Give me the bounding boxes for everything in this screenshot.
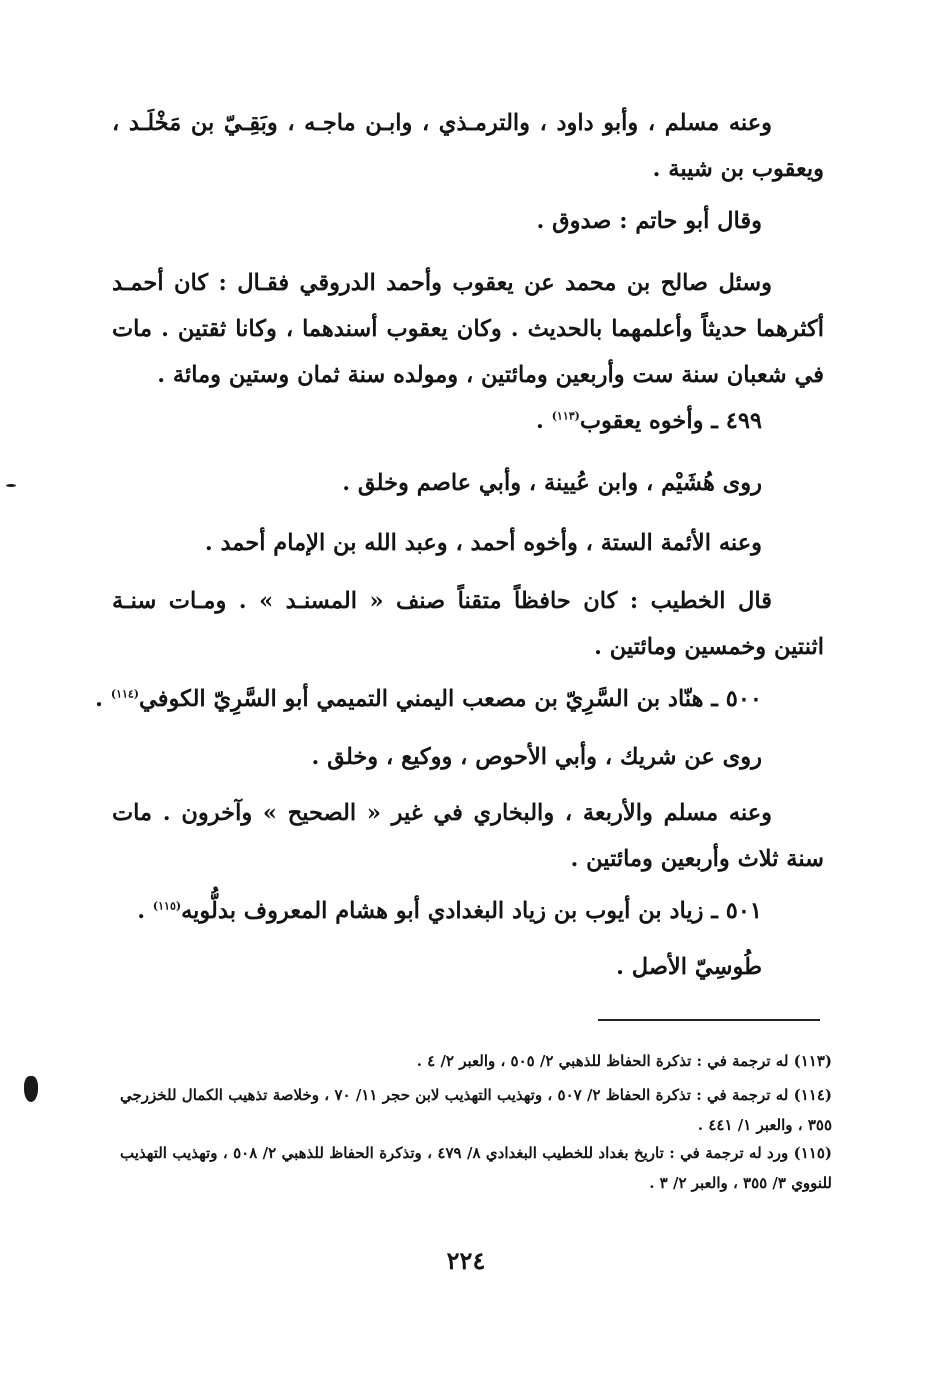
paragraph-narrators-from	[112, 100, 824, 192]
paragraph-text: وعنه مسلم والأربعة ، والبخاري في غير « الصحيح » وآخرون . مات سنة ثلاث وأربعين ومائتين .	[112, 800, 824, 872]
scan-speck	[24, 1076, 38, 1102]
entry-number: ٥٠٠ ـ	[711, 686, 762, 712]
entry-end: .	[137, 898, 153, 924]
entry-title: هنّاد بن السَّرِيّ بن مصعب اليمني التميمي أبو السَّرِيّ الكوفي	[139, 686, 704, 712]
footnote-ref-114: (١١٤)	[110, 687, 140, 701]
entry-title: زياد بن أيوب بن زياد البغدادي أبو هشام المعروف بدلُّويه	[181, 898, 704, 924]
paragraph-text: وسئل صالح بن محمد عن يعقوب وأحمد الدروقي فقـال : كان أحمـد أكثرهما حديثاً وأعلمهما بالحديث . وكان يعقوب أسندهما ، وكانا ثقتين . مات في شعبان سنة ست وأربعين ومائتين ، ومولده سنة ثمان وستين ومائة .	[112, 270, 824, 388]
entry-end: .	[95, 686, 111, 712]
footnote-ref-115: (١١٥)	[152, 899, 182, 913]
footnote-115: (١١٥) ورد له ترجمة في : تاريخ بغداد للخطيب البغدادي ٨/ ٤٧٩ ، وتذكرة الحفاظ للذهبي ٢/ ٥٠٨ ، وتهذيب التهذيب للنووي ٣/ ٣٥٥ ، والعبر ٢/ ٣ .	[120, 1144, 832, 1192]
entry-number: ٤٩٩ ـ	[711, 408, 762, 434]
entry-501-heading	[137, 888, 762, 934]
footnote-separator	[598, 1019, 820, 1021]
paragraph-tusi: طُوسِيّ الأصل .	[616, 954, 762, 980]
entry-number: ٥٠١ ـ	[711, 898, 762, 924]
entry-500-heading	[95, 676, 762, 722]
paragraph-muslim-arbaa	[112, 790, 824, 882]
scan-speck	[6, 484, 16, 487]
entry-end: .	[536, 408, 552, 434]
footnote-113: (١١٣) له ترجمة في : تذكرة الحفاظ للذهبي ٢/ ٥٠٥ ، والعبر ٢/ ٤ .	[416, 1052, 832, 1070]
paragraph-sharik: روى عن شريك ، وأبي الأحوص ، ووكيع ، وخلق .	[311, 744, 762, 770]
paragraph-salih-question	[112, 260, 824, 398]
paragraph-text: قال الخطيب : كان حافظاً متقناً صنف « المسنـد » . ومـات سنـة اثنتين وخمسين ومائتين .	[112, 588, 824, 660]
paragraph-imams: وعنه الأئمة الستة ، وأخوه أحمد ، وعبد الله بن الإمام أحمد .	[204, 530, 762, 556]
paragraph-text: وعنه مسلم ، وأبو داود ، والترمـذي ، وابـن ماجـه ، وبَقِـيّ بن مَخْلَـد ، ويعقوب بن شيبة .	[112, 110, 824, 182]
paragraph-abu-hatim: وقال أبو حاتم : صدوق .	[536, 208, 762, 234]
footnote-ref-113: (١١٣)	[551, 409, 580, 423]
paragraph-narrated-from: روى هُشَيْم ، وابن عُيينة ، وأبي عاصم وخلق .	[342, 470, 762, 496]
page-number: ٢٢٤	[446, 1246, 486, 1275]
footnote-114: (١١٤) له ترجمة في : تذكرة الحفاظ ٢/ ٥٠٧ ، وتهذيب التهذيب لابن حجر ١١/ ٧٠ ، وخلاصة تذهيب الكمال للخزرجي ٣٥٥ ، والعبر ١/ ٤٤١ .	[120, 1086, 833, 1134]
entry-title: وأخوه يعقوب	[579, 408, 704, 434]
entry-499-heading	[536, 398, 762, 444]
paragraph-al-khatib	[112, 578, 824, 670]
